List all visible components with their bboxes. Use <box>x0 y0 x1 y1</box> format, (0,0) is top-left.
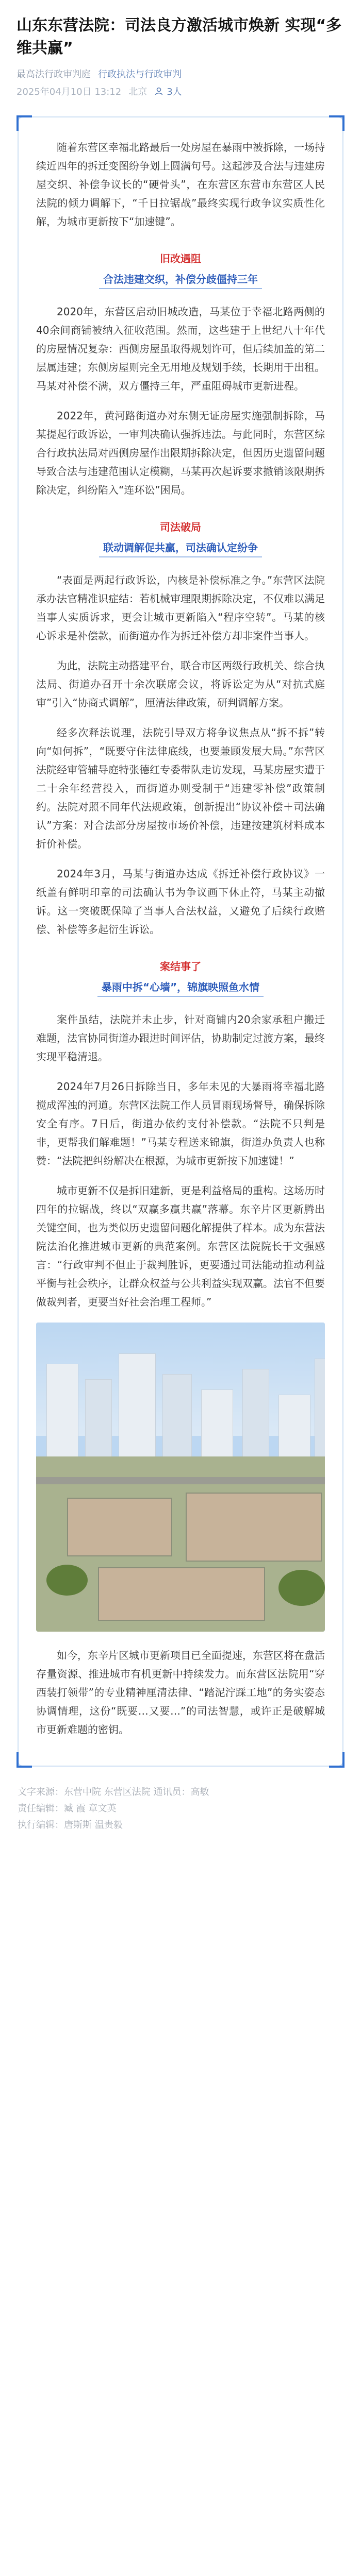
photo-building <box>119 1353 156 1458</box>
section-3-subtitle: 暴雨中拆“心墙”，锦旗映照鱼水情 <box>97 979 264 997</box>
photo-building <box>201 1389 233 1458</box>
article-title: 山东东营法院：司法良方激活城市焕新 实现“多维共赢” <box>17 16 342 57</box>
closing-paragraph: 如今，东辛片区城市更新项目已全面提速，东营区将在盘活存量资源、推进城市有机更新中持续发力。而东营区法院用“穿西装打领带”的专业精神厘清法律、“踏泥泞踩工地”的务实姿态协调情理，这份“既要…又要…”的司法智慧，或许正是破解城市更新难题的密钥。 <box>36 1649 325 1736</box>
photo-construction-plot <box>98 1567 265 1621</box>
section-2-paragraph: “表面是两起行政诉讼，内核是补偿标准之争。”东营区法院承办法官精准识症结：若机械审理限期拆除决定，不仅难以满足当事人实质诉求，更会让城市更新陷入“程序空转”。马某的核心诉求是补偿款，而街道办作为拆迁补偿方却非案件当事人。 <box>36 574 325 642</box>
section-2-paragraph: 2024年3月，马某与街道办达成《拆迁补偿行政协议》一纸盖有鲜明印章的司法确认书为争议画下休止符，马某主动撤诉。这一突破既保障了当事人合法权益，又避免了后续行政赔偿、补偿等多起衍生诉讼。 <box>36 868 325 936</box>
bottom-spacer <box>0 1842 361 1851</box>
section-1-tag: 旧改遇阻 <box>153 251 208 266</box>
section-3-paragraph: 案件虽结，法院并未止步，针对商铺内20余家承租户搬迁难题，法官协同街道办跟进时间评估，协助制定过渡方案，最终实现平稳清退。 <box>36 1013 325 1063</box>
article-meta <box>17 84 344 98</box>
article-body-frame <box>18 116 343 1767</box>
topic-tag-link[interactable]: 行政执法与行政审判 <box>98 69 182 80</box>
frame-corner-decoration <box>17 1752 32 1768</box>
photo-tree <box>278 1570 325 1606</box>
section-3-tag: 案结事了 <box>153 959 208 974</box>
section-2-tag: 司法破局 <box>153 520 208 534</box>
section-3-paragraph: 城市更新不仅是拆旧建新，更是利益格局的重构。这场历时四年的拉锯战，终以“双赢多赢共赢”落幕。东辛片区更新腾出关键空间，也为类似历史遗留问题化解提供了样本。成为东营法院法治化推进城市更新的典范案例。东营区法院院长于文强感言：“行政审判不但止于裁判胜诉，更要通过司法能动推动利益平衡与社会秩序，让群众权益与公共利益实现双赢。法官不但要做裁判者，更要当好社会治理工程师。” <box>36 1184 325 1308</box>
publish-date: 2025年04月10日 13:12 <box>17 87 122 97</box>
frame-corner-decoration <box>17 115 32 131</box>
photo-building <box>278 1395 310 1458</box>
section-2-subtitle: 联动调解促共赢，司法确认定纷争 <box>99 539 262 557</box>
aerial-construction-photo <box>36 1323 325 1632</box>
photo-building <box>46 1364 78 1458</box>
section-2-paragraph: 经多次释法说理，法院引导双方将争议焦点从“拆不拆”转向“如何拆”，“既要守住法律底线，也要兼顾发展大局。”东营区法院经审管辅导庭特张德红专委带队走访发现，马某房屋实遭于二十余年经营投入，而街道办则受制于“违建零补偿”政策制约。法院对照不同年代法规政策，创新提出“协议补偿＋司法确认”方案：对合法部分房屋按市场价补偿，违建按建筑材料成本折价补偿。 <box>36 726 325 850</box>
section-1-paragraph: 2022年，黄河路街道办对东侧无证房屋实施强制拆除，马某提起行政诉讼，一审判决确认强拆违法。与此同时，东营区综合行政执法局对西侧房屋作出限期拆除决定，但因历史遗留问题导致合法与违建范围认定模糊，马某再次起诉要求撤销该限期拆除决定，纠纷陷入“连环讼”困局。 <box>36 410 325 496</box>
photo-building <box>242 1369 269 1458</box>
article-header <box>0 0 361 103</box>
photo-tree <box>46 1565 88 1596</box>
section-1-heading <box>36 251 325 289</box>
frame-corner-decoration <box>329 115 344 131</box>
section-2-paragraph: 为此，法院主动搭建平台，联合市区两级行政机关、综合执法局、街道办召开十余次联席会议，将诉讼定为从“对抗式庭审”引入“协商式调解”，厘清法律政策，研判调解方案。 <box>36 659 325 709</box>
section-1-paragraph: 2020年，东营区启动旧城改造，马某位于幸福北路两侧的40余间商铺被纳入征收范围。然而，这些建于上世纪八十年代的房屋情况复杂：西侧房屋虽取得规划许可，但后续加盖的第二层属违建；东侧房屋则完全无用地及规划手续，长期用于出租。马某对补偿不满，双方僵持三年，严重阻碍城市更新进程。 <box>36 306 325 392</box>
intro-paragraph: 随着东营区幸福北路最后一处房屋在暴雨中被拆除，一场持续近四年的拆迁变图纷争划上圆满句号。这起涉及合法与违建房屋交织、补偿争议长的“硬骨头”，在东营区东营市东营区人民法院的倾力调解下，“千日拉锯战”最终实现行政争议实质性化解，为城市更新按下“加速键”。 <box>36 141 325 228</box>
section-2-heading <box>36 520 325 557</box>
frame-corner-decoration <box>329 1752 344 1768</box>
photo-road <box>36 1477 325 1484</box>
section-3-heading <box>36 959 325 997</box>
editor-line: 责任编辑：臧 霞 章文英 <box>18 1803 117 1814</box>
person-icon <box>154 87 163 96</box>
photo-construction-plot <box>186 1493 322 1562</box>
photo-building <box>162 1374 192 1458</box>
section-3-paragraph: 2024年7月26日拆除当日，多年未见的大暴雨将幸福北路搅成浑浊的河道。东营区法院工作人员冒雨现场督导，确保拆除安全有序。7日后，街道办依约支付补偿款。“法院不只判是非，更帮我们解难题！”马某专程送来锦旗，街道办负责人也称赞：“法院把纠纷解决在根源，为城市更新按下加速键！” <box>36 1080 325 1167</box>
section-1-subtitle: 合法违建交织，补偿分歧僵持三年 <box>99 271 262 289</box>
executive-editor-line: 执行编辑：唐斯斯 温贵毅 <box>18 1820 123 1831</box>
author-line: 文字来源：东营中院 东营区法院 通讯员：高敏 <box>18 1787 209 1798</box>
account-name-link[interactable]: 最高法行政审判庭 <box>17 69 91 80</box>
article-tags <box>17 67 344 80</box>
photo-building <box>85 1379 112 1458</box>
article-footer <box>18 1784 343 1842</box>
photo-construction-plot <box>67 1498 172 1556</box>
people-count <box>154 84 182 98</box>
photo-building <box>315 1359 325 1458</box>
publish-location: 北京 <box>128 87 147 97</box>
people-count-label: 3人 <box>167 87 182 97</box>
